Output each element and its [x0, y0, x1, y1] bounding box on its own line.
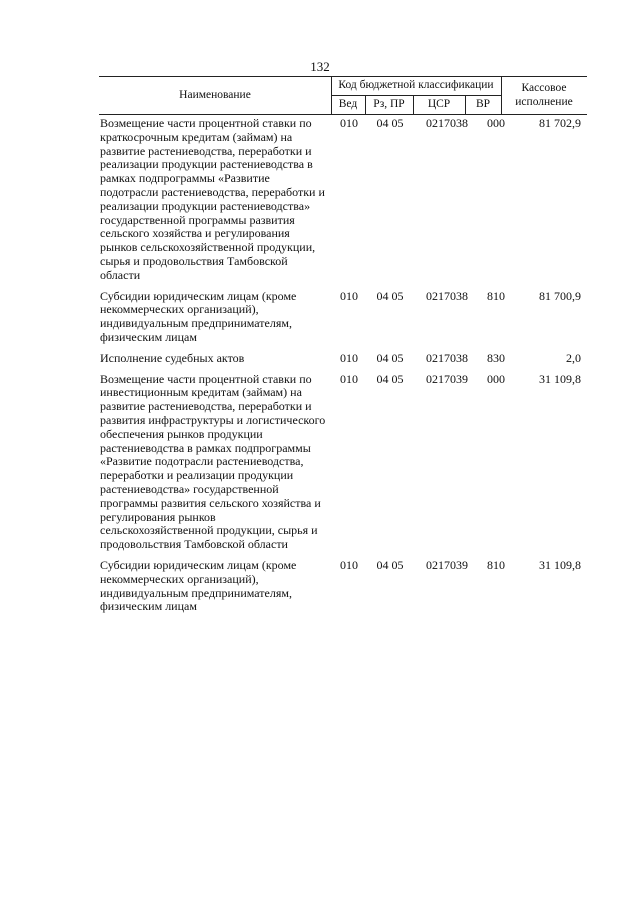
- row-rz-pr: 04 05: [376, 116, 404, 130]
- row-vr: 000: [487, 116, 505, 130]
- row-csr: 0217038: [426, 350, 468, 365]
- table-row: [100, 352, 587, 366]
- header-csr: ЦСР: [427, 98, 451, 111]
- row-vr: 810: [487, 288, 505, 303]
- row-name: Субсидии юридическим лицам (кроме некоммерческих организаций), индивидуальным предпринимателям, физическим лицам: [100, 557, 297, 614]
- row-amount: 31 109,8: [539, 371, 581, 386]
- row-amount: 2,0: [566, 350, 581, 365]
- page-number: 132: [310, 59, 330, 74]
- row-rz-pr: 04 05: [376, 350, 404, 365]
- row-csr: 0217039: [426, 557, 468, 572]
- row-ved: 010: [340, 557, 358, 572]
- row-rz-pr: 04 05: [376, 371, 404, 386]
- row-name: Исполнение судебных актов: [100, 350, 245, 365]
- row-vr: 000: [487, 371, 505, 386]
- row-ved: 010: [340, 116, 358, 130]
- table-row: [100, 290, 587, 345]
- row-csr: 0217039: [426, 371, 468, 386]
- row-name: Возмещение части процентной ставки по краткосрочным кредитам (займам) на развитие растениеводства, переработки и реализации продукции растениеводства в рамках подпрограммы «Развитие подотрасли растениеводства, переработки и реализации продукции растениеводства» государственной программы развития сельского хозяйства и регулирования рынков сельскохозяйственной продукции, сырья и продовольствия Тамбовской области: [100, 116, 325, 282]
- row-csr: 0217038: [426, 288, 468, 303]
- row-ved: 010: [340, 288, 358, 303]
- table-row: [100, 117, 587, 283]
- header-name: Наименование: [179, 88, 251, 101]
- header-rz-pr: Рз, ПР: [373, 98, 405, 111]
- row-amount: 81 702,9: [539, 116, 581, 130]
- table-body: [100, 117, 587, 621]
- row-ved: 010: [340, 350, 358, 365]
- header-code-group: Код бюджетной классификации: [338, 79, 494, 92]
- row-ved: 010: [340, 371, 358, 386]
- table-row: [100, 373, 587, 552]
- row-csr: 0217038: [426, 116, 468, 130]
- row-rz-pr: 04 05: [376, 557, 404, 572]
- row-name: Возмещение части процентной ставки по инвестиционным кредитам (займам) на развитие растениеводства, переработки и развития инфраструктуры и логистического обеспечения рынков продукции растениеводства в рамках подпрограммы «Развитие подотрасли растениеводства, переработки и реализации продукции растениеводства» государственной программы развития сельского хозяйства и регулирования рынков сельскохозяйственной продукции, сырья и продовольствия Тамбовской области: [100, 371, 326, 552]
- row-vr: 830: [487, 350, 505, 365]
- row-vr: 810: [487, 557, 505, 572]
- header-vr: ВР: [475, 98, 491, 111]
- row-name: Субсидии юридическим лицам (кроме некоммерческих организаций), индивидуальным предпринимателям, физическим лицам: [100, 288, 297, 344]
- row-rz-pr: 04 05: [376, 288, 404, 303]
- header-ved: Вед: [338, 98, 358, 111]
- row-amount: 31 109,8: [539, 557, 581, 572]
- row-amount: 81 700,9: [539, 288, 581, 303]
- header-execution: Кассовое исполнение: [515, 81, 573, 108]
- table-header: [99, 76, 587, 115]
- table-row: [100, 559, 587, 614]
